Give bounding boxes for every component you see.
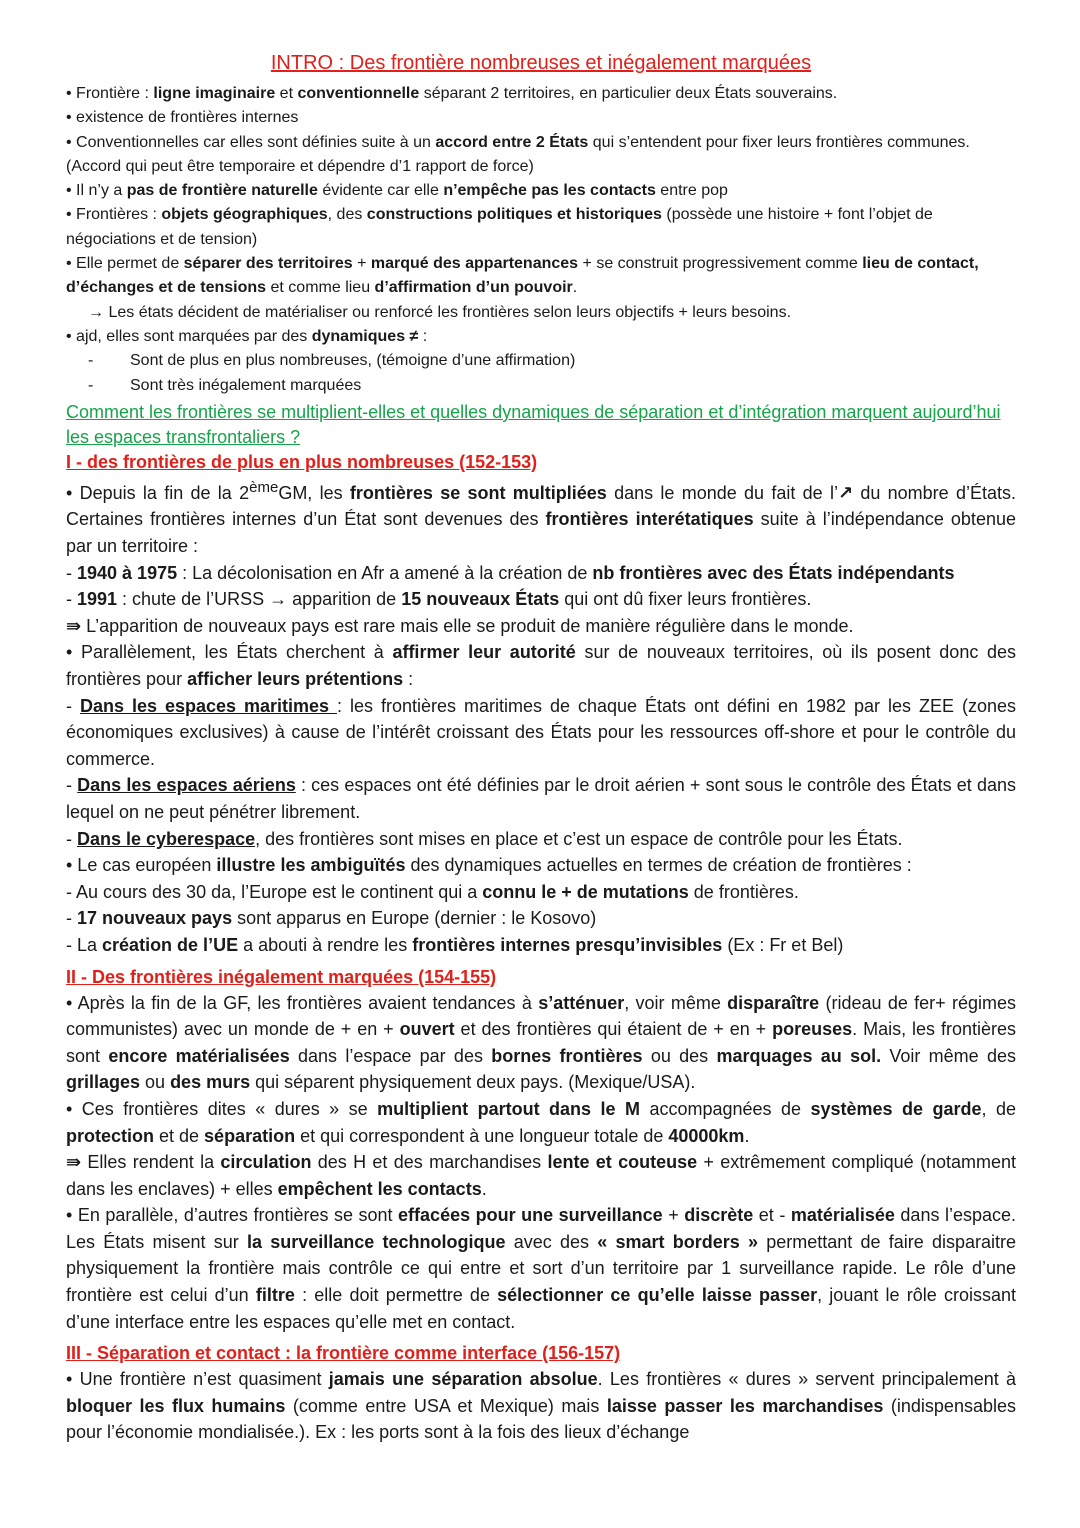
- section-1-paragraph: • Parallèlement, les États cherchent à affirmer leur autorité sur de nouveaux territoires, où ils posent donc des frontières pour afficher leurs prétentions :: [66, 642, 1017, 690]
- section-heading-2: II - Des frontières inégalement marquées (154-155): [66, 966, 497, 987]
- section-1-paragraph: - La création de l’UE a abouti à rendre les frontières internes presqu’invisibles (Ex : Fr et Bel): [66, 934, 844, 955]
- section-1-paragraph: - Dans le cyberespace, des frontières sont mises en place et c’est un espace de contrôle pour les États.: [66, 828, 903, 849]
- problematic-question: Comment les frontières se multiplient-elles et quelles dynamiques de séparation et d’intégration marquent aujourd’hui les espaces transfrontaliers ?: [66, 401, 1001, 447]
- section-1-paragraph: - Dans les espaces maritimes : les frontières maritimes de chaque États ont défini en 1982 par les ZEE (zones économiques exclusives) à cause de l’intérêt croissant des États pour les ressources off-shore et pour le contrôle du commerce.: [66, 695, 1016, 769]
- intro-section: [66, 82, 1016, 398]
- section-2-paragraph: • Après la fin de la GF, les frontières avaient tendances à s’atténuer, voir même disparaître (rideau de fer+ régimes communistes) avec un monde de + en + ouvert et des frontières qui étaient de + en + poreuses. Mais, les frontières sont encore matérialisées dans l’espace par des bornes frontières ou des marquages au sol. Voir même des grillages ou des murs qui séparent physiquement deux pays. (Mexique/USA).: [66, 992, 1017, 1093]
- section-1-paragraph: - 1940 à 1975 : La décolonisation en Afr a amené à la création de nb frontières avec des États indépendants: [66, 562, 955, 583]
- intro-paragraph: • ajd, elles sont marquées par des dynamiques ≠ :: [66, 327, 428, 345]
- section-2-paragraph: • Ces frontières dites « dures » se multiplient partout dans le M accompagnées de systèmes de garde, de protection et de séparation et qui correspondent à une longueur totale de 40000km.: [66, 1098, 1017, 1146]
- intro-paragraph: • Elle permet de séparer des territoires + marqué des appartenances + se construit progressivement comme lieu de contact, d’échanges et de tensions et comme lieu d’affirmation d’un pouvoir.: [66, 255, 979, 297]
- section-heading-1: I - des frontières de plus en plus nombreuses (152-153): [66, 451, 538, 472]
- page-title: INTRO : Des frontière nombreuses et inégalement marquées: [270, 52, 812, 74]
- intro-paragraph: • Frontières : objets géographiques, des constructions politiques et historiques (possède une histoire + font l’objet de négociations et de tension): [66, 206, 933, 248]
- section-1-body: [66, 475, 1016, 959]
- section-3-body: [66, 1366, 1016, 1446]
- section-2-paragraph: • En parallèle, d’autres frontières se sont effacées pour une surveillance + discrète et - matérialisée dans l’espace. Les États misent sur la surveillance technologique avec des « smart borders » permettant de faire disparaitre physiquement la frontière mais contrôle ce qui entre et sort d’un territoire par 1 surveillance rapide. Le rôle d’une frontière est celui d’un filtre : elle doit permettre de sélectionner ce qu’elle laisse passer, jouant le rôle croissant d’une interface entre les espaces qu’elle met en contact.: [66, 1205, 1017, 1332]
- intro-paragraph: • Il n’y a pas de frontière naturelle évidente car elle n’empêche pas les contacts entre pop: [66, 182, 728, 200]
- section-1-paragraph: - Dans les espaces aériens : ces espaces ont été définies par le droit aérien + sont sous le contrôle des États et dans lequel on ne peut pénétrer librement.: [66, 775, 1016, 822]
- section-1-paragraph: • Depuis la fin de la 2èmeGM, les frontières se sont multipliées dans le monde du fait de l’↗ du nombre d’États. Certaines frontières internes d’un État sont devenues des frontières interétatiques suite à l’indépendance obtenue par un territoire :: [66, 478, 1016, 557]
- section-3-paragraph: • Une frontière n’est quasiment jamais une séparation absolue. Les frontières « dures » servent principalement à bloquer les flux humains (comme entre USA et Mexique) mais laisse passer les marchandises (indispensables pour l’économie mondialisée.). Ex : les ports sont à la fois des lieux d’échange: [66, 1369, 1016, 1443]
- section-1-paragraph: - 1991 : chute de l’URSS → apparition de 15 nouveaux États qui ont dû fixer leurs frontières.: [66, 589, 812, 610]
- intro-paragraph: • Conventionnelles car elles sont définies suite à un accord entre 2 États qui s’entendent pour fixer leurs frontières communes. (Accord qui peut être temporaire et dépendre d’1 rapport de force): [66, 133, 970, 175]
- intro-dash-list: [66, 349, 1016, 398]
- section-1-paragraph: - 17 nouveaux pays sont apparus en Europe (dernier : le Kosovo): [66, 908, 597, 929]
- section-1-paragraph: ⇛ L’apparition de nouveaux pays est rare mais elle se produit de manière régulière dans le monde.: [66, 615, 854, 636]
- list-item: - Sont de plus en plus nombreuses, (témoigne d’une affirmation): [66, 349, 1016, 373]
- section-2-body: [66, 990, 1016, 1336]
- section-1-paragraph: - Au cours des 30 da, l’Europe est le continent qui a connu le + de mutations de frontières.: [66, 881, 799, 902]
- intro-arrow-note: → Les états décident de matérialiser ou renforcé les frontières selon leurs objectifs + leurs besoins.: [88, 303, 792, 321]
- section-1-paragraph: • Le cas européen illustre les ambiguïtés des dynamiques actuelles en termes de création de frontières :: [66, 855, 912, 876]
- list-item: - Sont très inégalement marquées: [66, 374, 1016, 398]
- intro-paragraph: • Frontière : ligne imaginaire et conventionnelle séparant 2 territoires, en particulier deux États souverains.: [66, 85, 838, 102]
- section-heading-3: III - Séparation et contact : la frontière comme interface (156-157): [66, 1343, 621, 1364]
- intro-paragraph: • existence de frontières internes: [66, 109, 299, 127]
- section-2-paragraph: ⇛ Elles rendent la circulation des H et des marchandises lente et couteuse + extrêmement compliqué (notamment dans les enclaves) + elles empêchent les contacts.: [66, 1152, 1016, 1199]
